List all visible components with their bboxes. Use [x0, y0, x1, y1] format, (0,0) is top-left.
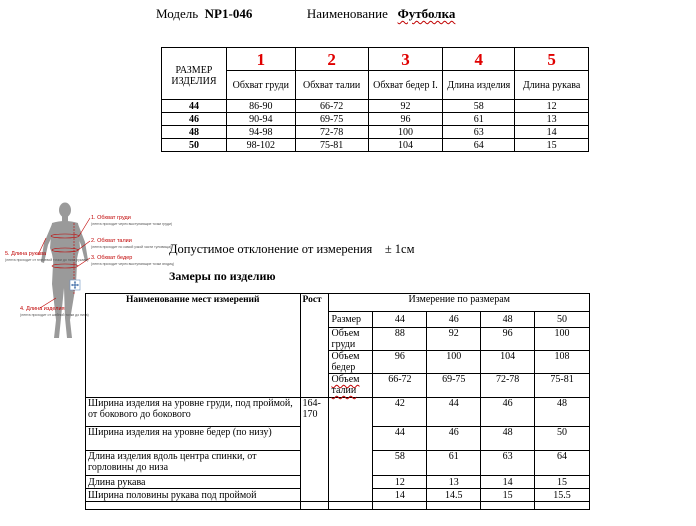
value-cell: 92 — [368, 100, 443, 113]
figure-label-chest: 1. Обхват груди — [91, 215, 131, 221]
value-cell: 58 — [443, 100, 515, 113]
size-cell: 48 — [162, 126, 227, 139]
value-cell: 14 — [373, 489, 427, 502]
value-cell: 88 — [373, 328, 427, 351]
value-cell: 15 — [481, 489, 535, 502]
column-number: 2 — [295, 48, 368, 71]
value-cell: 66-72 — [373, 374, 427, 398]
empty-cell — [86, 502, 301, 510]
column-number: 4 — [443, 48, 515, 71]
height-column-header: Рост — [300, 294, 329, 398]
name-label: Наименование — [306, 6, 388, 21]
measurements-table — [85, 293, 590, 510]
figure-label-waist: 2. Обхват талии — [91, 238, 132, 244]
name-value: Футболка — [397, 6, 456, 21]
value-cell: 15.5 — [535, 489, 590, 502]
empty-cell — [373, 502, 427, 510]
sizes-column-header: Измерение по размерам — [329, 294, 590, 312]
column-label: Обхват груди — [226, 71, 295, 100]
model-label: Модель — [156, 6, 199, 21]
value-cell: 63 — [481, 451, 535, 476]
table-row — [162, 126, 589, 139]
value-cell: 64 — [443, 139, 515, 152]
size-corner-label: РАЗМЕР ИЗДЕЛИЯ — [162, 48, 227, 100]
figure-label-length: 4. Длина изделия — [20, 306, 65, 312]
body-row-label: Объем груди — [329, 328, 373, 351]
table-row — [86, 398, 590, 427]
value-cell: 98-102 — [226, 139, 295, 152]
size-header: 46 — [427, 312, 481, 328]
value-cell: 100 — [368, 126, 443, 139]
value-cell: 44 — [427, 398, 481, 427]
document-header — [156, 6, 455, 22]
value-cell: 92 — [427, 328, 481, 351]
value-cell: 75-81 — [535, 374, 590, 398]
table-row — [162, 139, 589, 152]
size-cell: 46 — [162, 113, 227, 126]
empty-cell — [427, 502, 481, 510]
value-cell: 48 — [481, 427, 535, 451]
column-label: Обхват талии — [295, 71, 368, 100]
value-cell: 46 — [427, 427, 481, 451]
size-cell: 44 — [162, 100, 227, 113]
value-cell: 86-90 — [226, 100, 295, 113]
body-row-label: Объем талии — [329, 374, 373, 398]
product-row-label: Длина рукава — [86, 476, 301, 489]
size-header: 44 — [373, 312, 427, 328]
value-cell: 14 — [481, 476, 535, 489]
figure-note-chest: (лента проходит через выступающие точки груди) — [91, 222, 173, 226]
value-cell: 13 — [515, 113, 589, 126]
body-row-label: Объем бедер — [329, 351, 373, 374]
figure-label-hips: 3. Обхват бедер — [91, 255, 133, 261]
size-header: 50 — [535, 312, 590, 328]
empty-cell — [535, 502, 590, 510]
value-cell: 15 — [515, 139, 589, 152]
figure-label-sleeve: 5. Длина рукава — [5, 251, 46, 257]
size-header: 48 — [481, 312, 535, 328]
empty-cell — [329, 398, 373, 502]
value-cell: 58 — [373, 451, 427, 476]
column-label: Обхват бедер I. — [368, 71, 443, 100]
value-cell: 14 — [515, 126, 589, 139]
value-cell: 69-75 — [427, 374, 481, 398]
value-cell: 42 — [373, 398, 427, 427]
tolerance-value: ± 1см — [384, 242, 415, 256]
value-cell: 13 — [427, 476, 481, 489]
tolerance-line — [169, 242, 415, 257]
move-icon — [70, 280, 80, 290]
tolerance-text: Допустимое отклонение от измерения — [169, 242, 373, 256]
table-row — [162, 113, 589, 126]
figure-note-length: (лента проходит от шейной точки до низа) — [20, 313, 89, 317]
model-value: NP1-046 — [204, 6, 253, 21]
figure-note-waist: (лента проходит по самой узкой части туловища) — [91, 245, 172, 249]
value-cell: 100 — [427, 351, 481, 374]
value-cell: 75-81 — [295, 139, 368, 152]
value-cell: 96 — [368, 113, 443, 126]
value-cell: 108 — [535, 351, 590, 374]
table-row — [162, 100, 589, 113]
size-cell: 50 — [162, 139, 227, 152]
value-cell: 61 — [443, 113, 515, 126]
column-number: 5 — [515, 48, 589, 71]
value-cell: 12 — [515, 100, 589, 113]
value-cell: 15 — [535, 476, 590, 489]
measurements-title: Замеры по изделию — [169, 269, 276, 283]
value-cell: 48 — [535, 398, 590, 427]
empty-cell — [481, 502, 535, 510]
value-cell: 94-98 — [226, 126, 295, 139]
figure-note-sleeve: (лента проходит от плечевой точки до низа рукава) — [5, 258, 89, 262]
size-table — [161, 47, 589, 152]
value-cell: 104 — [368, 139, 443, 152]
product-row-label: Ширина половины рукава под проймой — [86, 489, 301, 502]
product-row-label: Длина изделия вдоль центра спинки, от горловины до низа — [86, 451, 301, 476]
value-cell: 12 — [373, 476, 427, 489]
value-cell: 72-78 — [481, 374, 535, 398]
figure-note-hips: (лента проходит через выступающие точки ягодиц) — [91, 262, 175, 266]
size-row-label: Размер — [329, 312, 373, 328]
value-cell: 96 — [481, 328, 535, 351]
value-cell: 69-75 — [295, 113, 368, 126]
column-number: 1 — [226, 48, 295, 71]
column-label: Длина изделия — [443, 71, 515, 100]
value-cell: 14.5 — [427, 489, 481, 502]
value-cell: 44 — [373, 427, 427, 451]
product-row-label: Ширина изделия на уровне бедер (по низу) — [86, 427, 301, 451]
product-row-label: Ширина изделия на уровне груди, под проймой, от бокового до бокового — [86, 398, 301, 427]
table-row — [86, 502, 590, 510]
value-cell: 72-78 — [295, 126, 368, 139]
value-cell: 64 — [535, 451, 590, 476]
value-cell: 61 — [427, 451, 481, 476]
empty-cell — [329, 502, 373, 510]
column-label: Длина рукава — [515, 71, 589, 100]
value-cell: 50 — [535, 427, 590, 451]
value-cell: 90-94 — [226, 113, 295, 126]
height-value: 164-170 — [300, 398, 329, 502]
value-cell: 96 — [373, 351, 427, 374]
name-column-header: Наименование мест измерений — [86, 294, 301, 398]
column-number: 3 — [368, 48, 443, 71]
value-cell: 66-72 — [295, 100, 368, 113]
value-cell: 104 — [481, 351, 535, 374]
value-cell: 100 — [535, 328, 590, 351]
value-cell: 46 — [481, 398, 535, 427]
empty-cell — [300, 502, 329, 510]
value-cell: 63 — [443, 126, 515, 139]
